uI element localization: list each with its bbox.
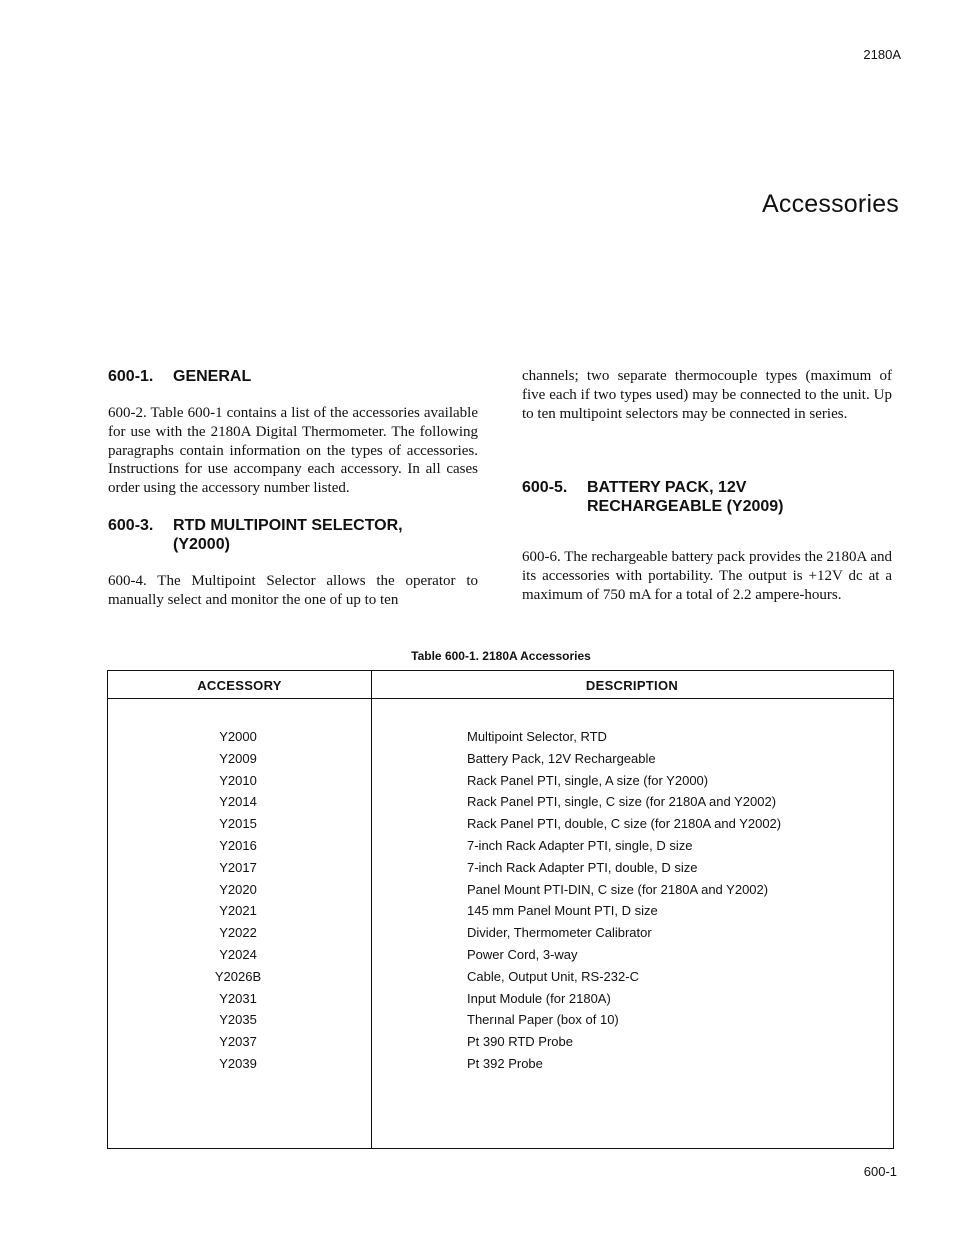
accessory-description: 145 mm Panel Mount PTI, D size	[467, 903, 658, 919]
accessory-description: Input Module (for 2180A)	[467, 990, 611, 1006]
accessory-code: Y2039	[219, 1055, 257, 1071]
general-paragraph: 600-2. Table 600-1 contains a list of the accessories available for use with the 2180A Digital Thermometer. The following paragraphs contain information on the types of accessories. Instructions for use accompany each accessory. In all cases order using the accessory number listed.	[108, 405, 478, 497]
rtd-paragraph-continued: channels; two separate thermocouple types (maximum of five each if two types used) may be connected to the unit. Up to ten multipoint selectors may be connected in series.	[522, 368, 892, 422]
section-heading-battery	[522, 478, 892, 516]
model-number-header: 2180A	[863, 47, 901, 62]
section-heading-general	[108, 367, 478, 386]
table-body	[108, 726, 893, 1075]
accessory-description: Power Cord, 3-way	[467, 946, 578, 962]
table-row	[108, 1009, 893, 1031]
section-title	[173, 516, 478, 554]
right-column	[522, 367, 892, 605]
header-rule	[108, 698, 893, 699]
column-header-description: DESCRIPTION	[585, 678, 679, 693]
table-row	[108, 966, 893, 988]
accessory-description: Divider, Thermometer Calibrator	[467, 925, 652, 941]
battery-paragraph: 600-6. The rechargeable battery pack provides the 2180A and its accessories with portability. The output is +12V dc at a maximum of 750 mA for a total of 2.2 ampere-hours.	[522, 549, 892, 603]
table-row	[108, 944, 893, 966]
page-number: 600-1	[863, 1164, 897, 1179]
table-caption: Table 600-1. 2180A Accessories	[411, 649, 591, 663]
accessory-description: 7-inch Rack Adapter PTI, single, D size	[467, 837, 693, 853]
table-row	[108, 726, 893, 748]
section-title-line: BATTERY PACK, 12V	[587, 479, 747, 497]
section-title-line: (Y2000)	[173, 535, 230, 553]
accessory-description: Battery Pack, 12V Rechargeable	[467, 750, 656, 766]
rtd-paragraph: 600-4. The Multipoint Selector allows the operator to manually select and monitor the one of up to ten	[108, 572, 478, 608]
accessory-code: Y2037	[219, 1034, 257, 1050]
accessory-code: Y2035	[219, 1012, 257, 1028]
section-number: 600-3.	[108, 516, 154, 534]
accessory-description: Rack Panel PTI, single, C size (for 2180A and Y2002)	[467, 794, 777, 810]
table-row	[108, 835, 893, 857]
section-title-line: RECHARGEABLE (Y2009)	[587, 498, 784, 516]
accessories-table	[107, 670, 894, 1149]
table-row	[108, 879, 893, 901]
accessory-description: Rack Panel PTI, double, C size (for 2180A and Y2002)	[467, 816, 782, 832]
table-row	[108, 748, 893, 770]
section-title-line: RTD MULTIPOINT SELECTOR,	[173, 516, 403, 534]
table-row	[108, 922, 893, 944]
section-number: 600-5.	[522, 479, 568, 497]
accessory-code: Y2000	[219, 729, 257, 744]
section-heading-rtd	[108, 516, 478, 554]
section-title: GENERAL	[173, 368, 252, 385]
section-title	[587, 478, 892, 516]
table-row	[108, 813, 893, 835]
accessory-code: Y2017	[219, 859, 257, 875]
table-row	[108, 900, 893, 922]
accessory-code: Y2016	[219, 837, 257, 853]
accessory-code: Y2026B	[214, 968, 262, 984]
accessory-description: Pt 392 Probe	[467, 1055, 543, 1071]
accessory-code: Y2009	[219, 750, 257, 766]
table-row	[108, 988, 893, 1010]
table-row	[108, 1053, 893, 1075]
accessory-code: Y2024	[219, 946, 257, 962]
left-column	[108, 367, 478, 610]
accessory-code: Y2031	[219, 990, 257, 1006]
accessory-code: Y2015	[219, 816, 257, 832]
accessory-code: Y2020	[219, 881, 257, 897]
accessory-code: Y2014	[219, 794, 257, 810]
accessory-description: Therınal Paper (box of 10)	[467, 1012, 619, 1028]
column-header-accessory: ACCESSORY	[197, 678, 282, 693]
chapter-title: Accessories	[762, 190, 899, 218]
accessory-description: Cable, Output Unit, RS-232-C	[467, 968, 639, 984]
accessory-description: Multipoint Selector, RTD	[467, 729, 607, 744]
table-row	[108, 1031, 893, 1053]
accessory-description: Rack Panel PTI, single, A size (for Y2000)	[467, 772, 709, 788]
accessory-code: Y2022	[219, 925, 257, 941]
accessory-description: Pt 390 RTD Probe	[467, 1034, 573, 1050]
accessory-code: Y2021	[219, 903, 257, 919]
accessory-description: 7-inch Rack Adapter PTI, double, D size	[467, 859, 698, 875]
table-row	[108, 770, 893, 792]
section-number: 600-1.	[108, 368, 154, 385]
table-row	[108, 857, 893, 879]
accessory-code: Y2010	[219, 772, 257, 788]
table-row	[108, 791, 893, 813]
accessory-description: Panel Mount PTI-DIN, C size (for 2180A and Y2002)	[467, 881, 769, 897]
